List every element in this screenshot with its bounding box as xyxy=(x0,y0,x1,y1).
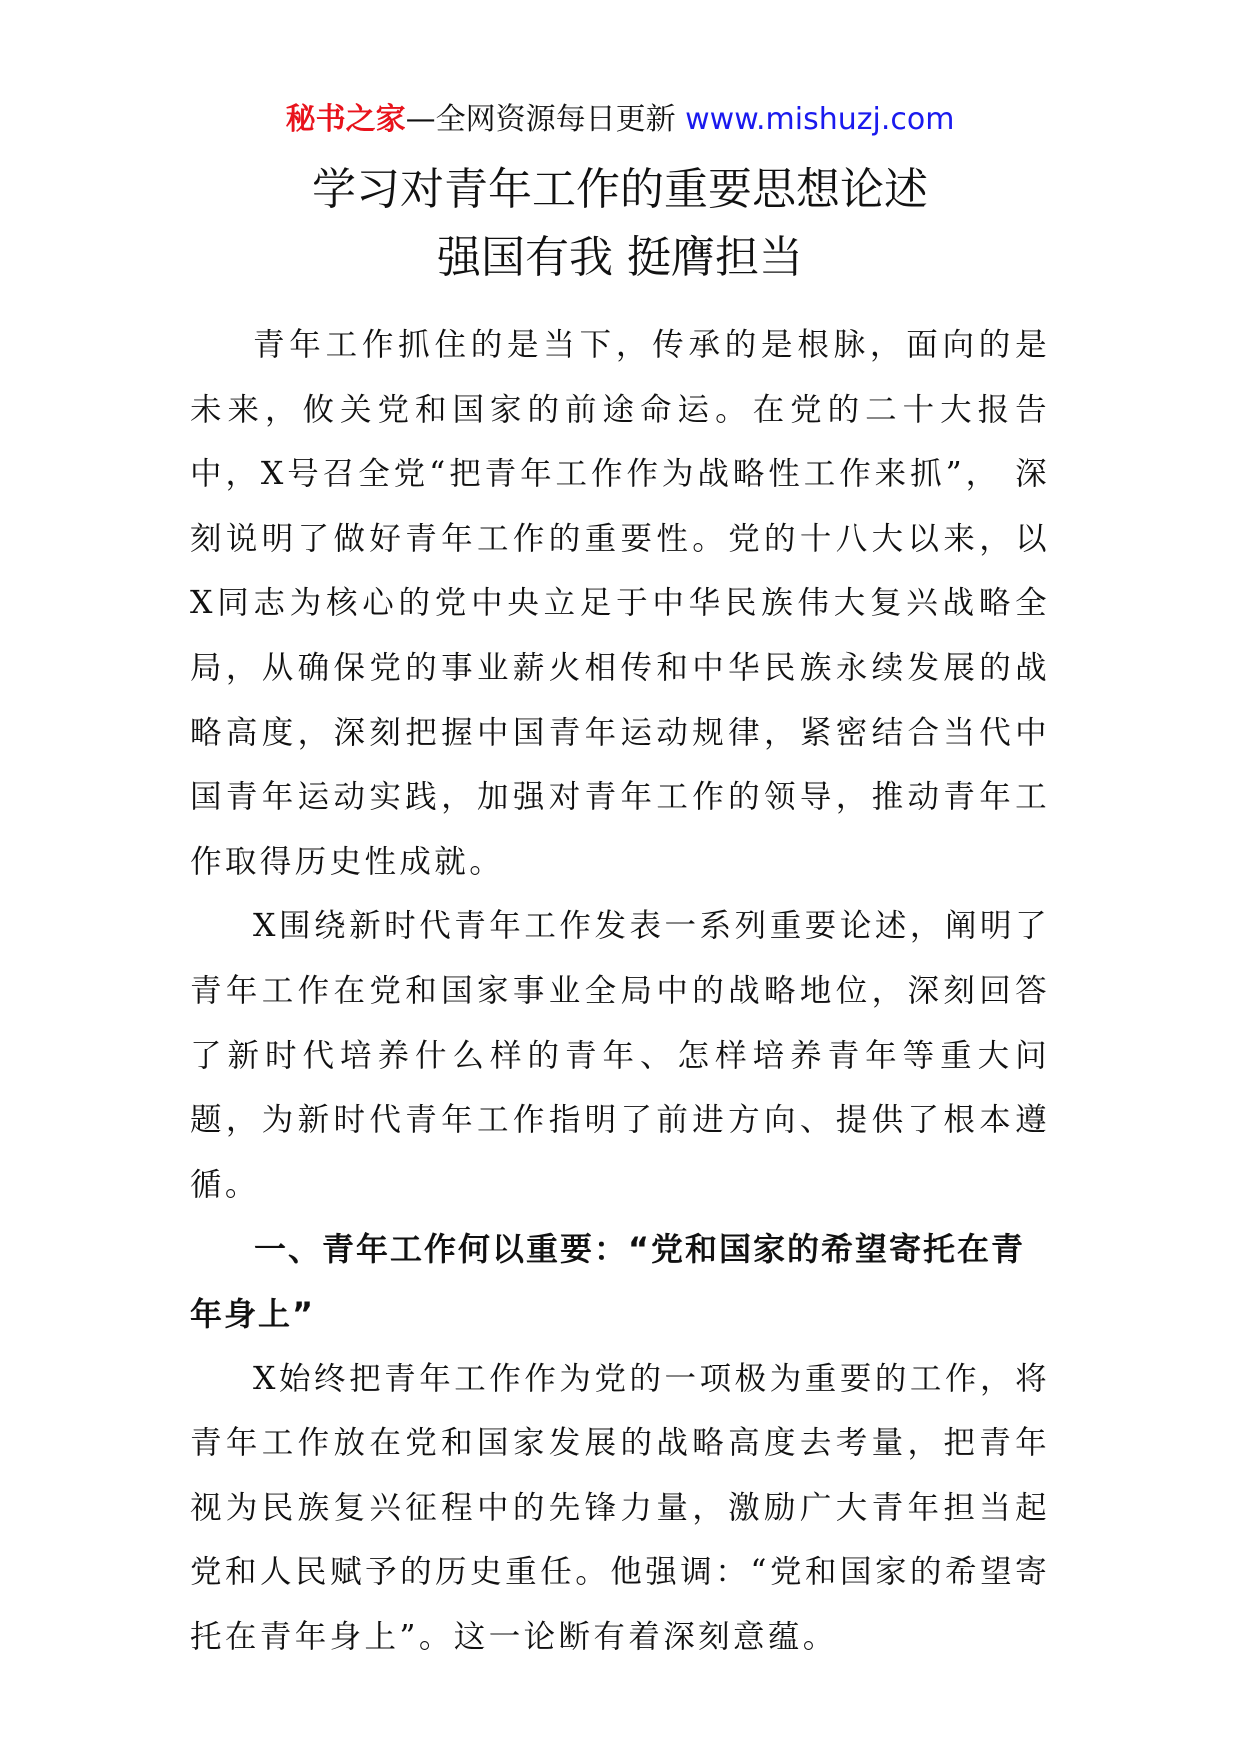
document-subtitle: 强国有我 挺膺担当 xyxy=(437,232,803,283)
site-header xyxy=(0,98,1240,142)
document-body xyxy=(190,313,1050,1669)
paragraph-2: X围绕新时代青年工作发表一系列重要论述，阐明了青年工作在党和国家事业全局中的战略地位，深刻回答了新时代培养什么样的青年、怎样培养青年等重大问题，为新时代青年工作指明了前进方向、提供了根本遵循。 xyxy=(190,908,1050,1203)
site-url-link[interactable]: www.mishuzj.com xyxy=(685,102,955,137)
paragraph-1: 青年工作抓住的是当下，传承的是根脉，面向的是未来，攸关党和国家的前途命运。在党的二十大报告中，X号召全党“把青年工作作为战略性工作来抓”， 深刻说明了做好青年工作的重要性。党的十八大以来，以X同志为核心的党中央立足于中华民族伟大复兴战略全局，从确保党的事业薪火相传和中华民族永续发展的战略高度，深刻把握中国青年运动规律，紧密结合当代中国青年运动实践，加强对青年工作的领导，推动青年工作取得历史性成就。 xyxy=(190,327,1050,880)
paragraph-3: X始终把青年工作作为党的一项极为重要的工作，将青年工作放在党和国家发展的战略高度去考量，把青年视为民族复兴征程中的先锋力量，激励广大青年担当起党和人民赋予的历史重任。他强调：“党和国家的希望寄托在青年身上”。这一论断有着深刻意蕴。 xyxy=(190,1360,1050,1655)
brand-name: 秘书之家 xyxy=(285,102,406,137)
document-title: 学习对青年工作的重要思想论述 xyxy=(312,164,928,215)
header-tagline: —全网资源每日更新 xyxy=(405,102,686,137)
section-heading-1: 一、青年工作何以重要：“党和国家的希望寄托在青年身上” xyxy=(190,1230,1026,1333)
